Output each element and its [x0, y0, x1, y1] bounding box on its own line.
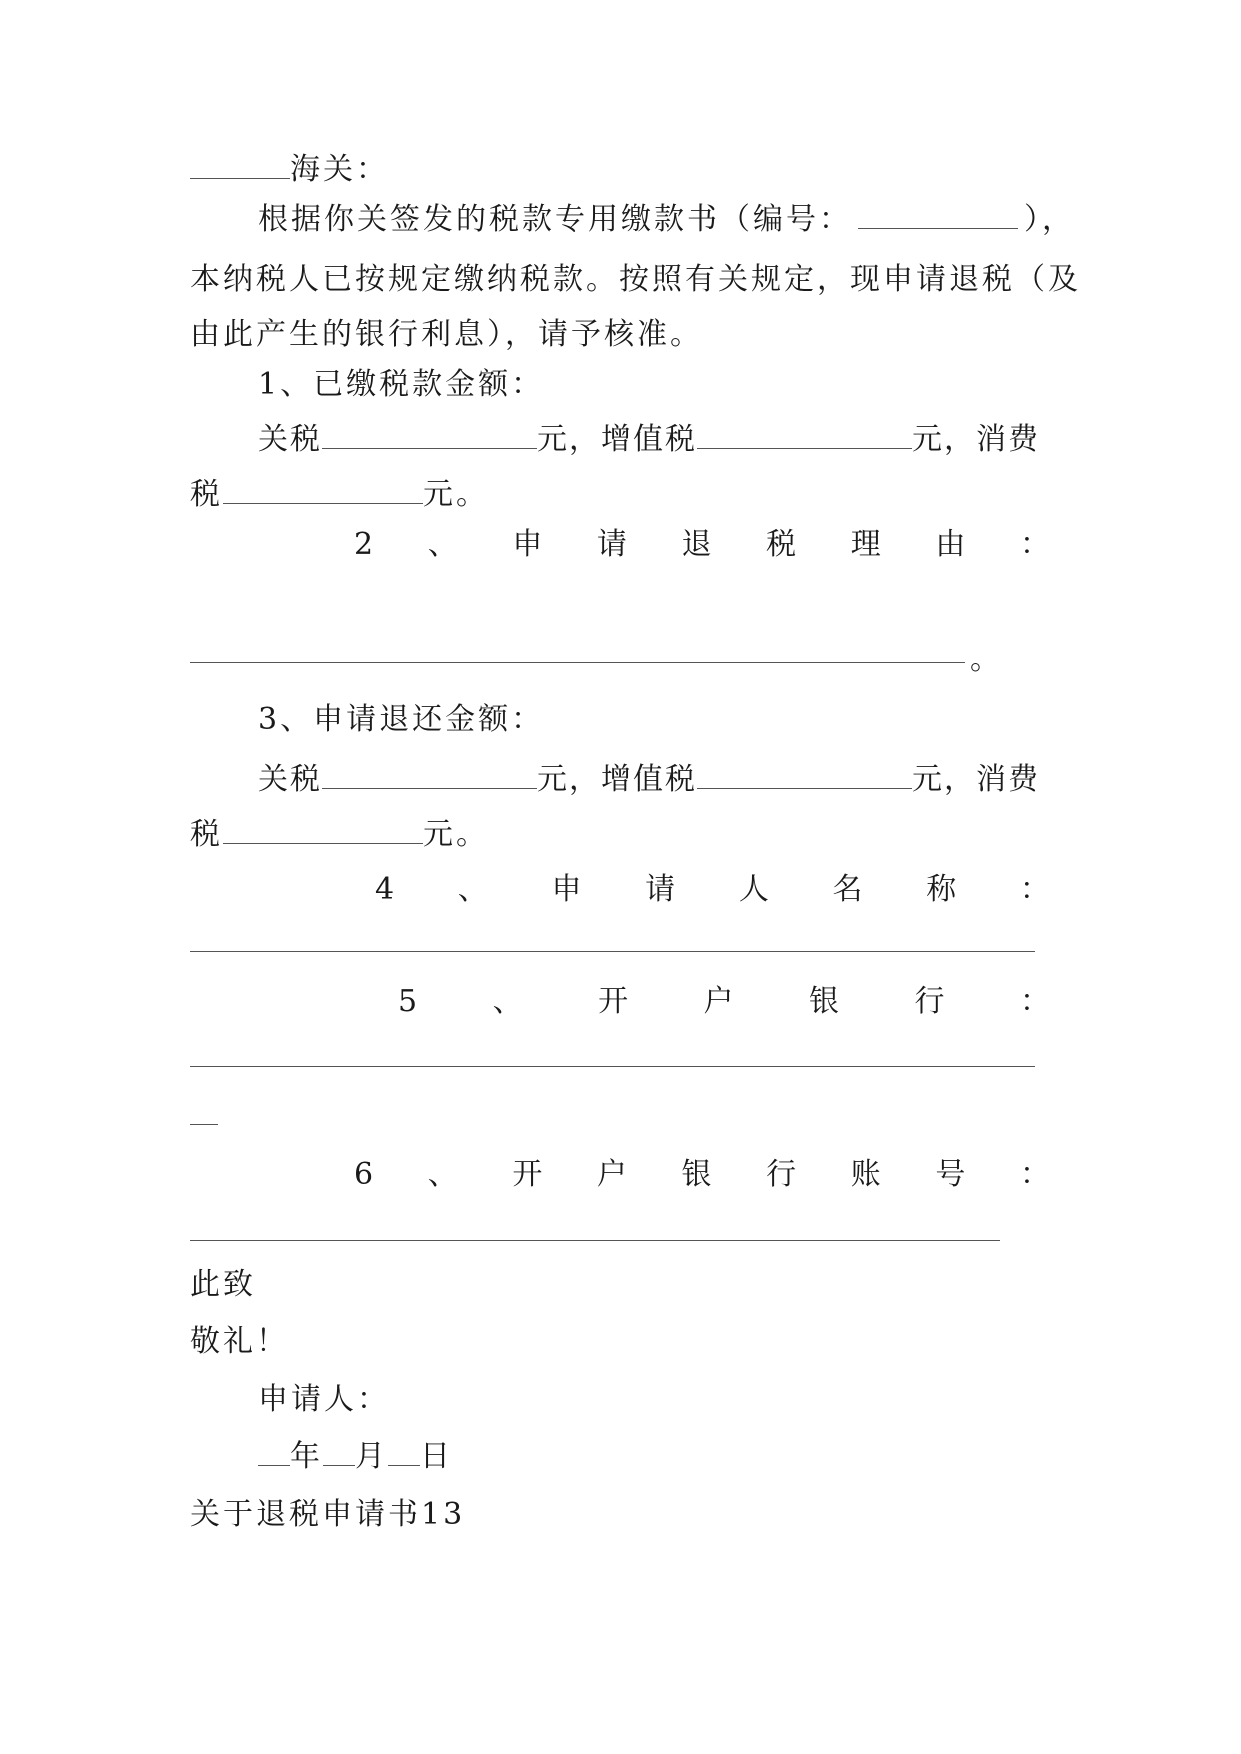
item3-vat-blank: [697, 762, 912, 789]
intro-line-3: 由此产生的银行利息），请予核准。: [190, 317, 703, 352]
item1-vat-blank: [697, 422, 912, 449]
item5-title: 5 、 开 户 银 行 ：: [398, 984, 1050, 1019]
year-blank: [258, 1439, 290, 1466]
intro-line-2: 本纳税人已按规定缴纳税款。按照有关规定，现申请退税（及: [190, 262, 1081, 297]
item1-consumption-line: 税 元。: [190, 477, 489, 512]
item5-bank-blank-cont: [190, 1124, 218, 1125]
item2-end: 。: [970, 642, 1003, 677]
item4-applicant-name-blank: [190, 951, 1035, 952]
date-line: 年 月 日: [258, 1437, 453, 1477]
customs-name-blank: [190, 152, 290, 179]
item3-amounts-line: 关税 元，增值税 元，消费: [258, 762, 1040, 797]
item1-consumption-blank: [223, 477, 423, 504]
item4-title: 4 、 申 请 人 名 称 ：: [375, 872, 1050, 907]
intro-line-1: 根据你关签发的税款专用缴款书（编号： ），: [258, 202, 1075, 237]
item3-title: 3、申请退还金额：: [258, 702, 545, 737]
item3-consumption-blank: [223, 817, 423, 844]
closing-line-1: 此致: [190, 1267, 256, 1302]
addressee-suffix: 海关：: [290, 152, 389, 187]
closing-line-2: 敬礼！: [190, 1324, 289, 1359]
item3-customs-blank: [322, 762, 537, 789]
item5-bank-blank: [190, 1066, 1035, 1067]
day-blank: [388, 1439, 420, 1466]
payment-number-blank: [858, 202, 1018, 229]
item1-amounts-line: 关税 元，增值税 元，消费: [258, 422, 1040, 457]
item2-reason-blank: [190, 662, 965, 663]
month-blank: [323, 1439, 355, 1466]
item2-title: 2 、 申 请 退 税 理 由 ：: [354, 527, 1050, 562]
item1-title: 1、已缴税款金额：: [258, 367, 545, 402]
applicant-label: 申请人：: [258, 1382, 390, 1417]
item6-title: 6 、 开 户 银 行 账 号 ：: [354, 1157, 1050, 1192]
addressee-line: [190, 150, 389, 190]
item1-customs-blank: [322, 422, 537, 449]
item6-account-blank: [190, 1240, 1000, 1241]
item3-consumption-line: 税 元。: [190, 817, 489, 852]
footer-title: 关于退税申请书13: [190, 1497, 466, 1532]
